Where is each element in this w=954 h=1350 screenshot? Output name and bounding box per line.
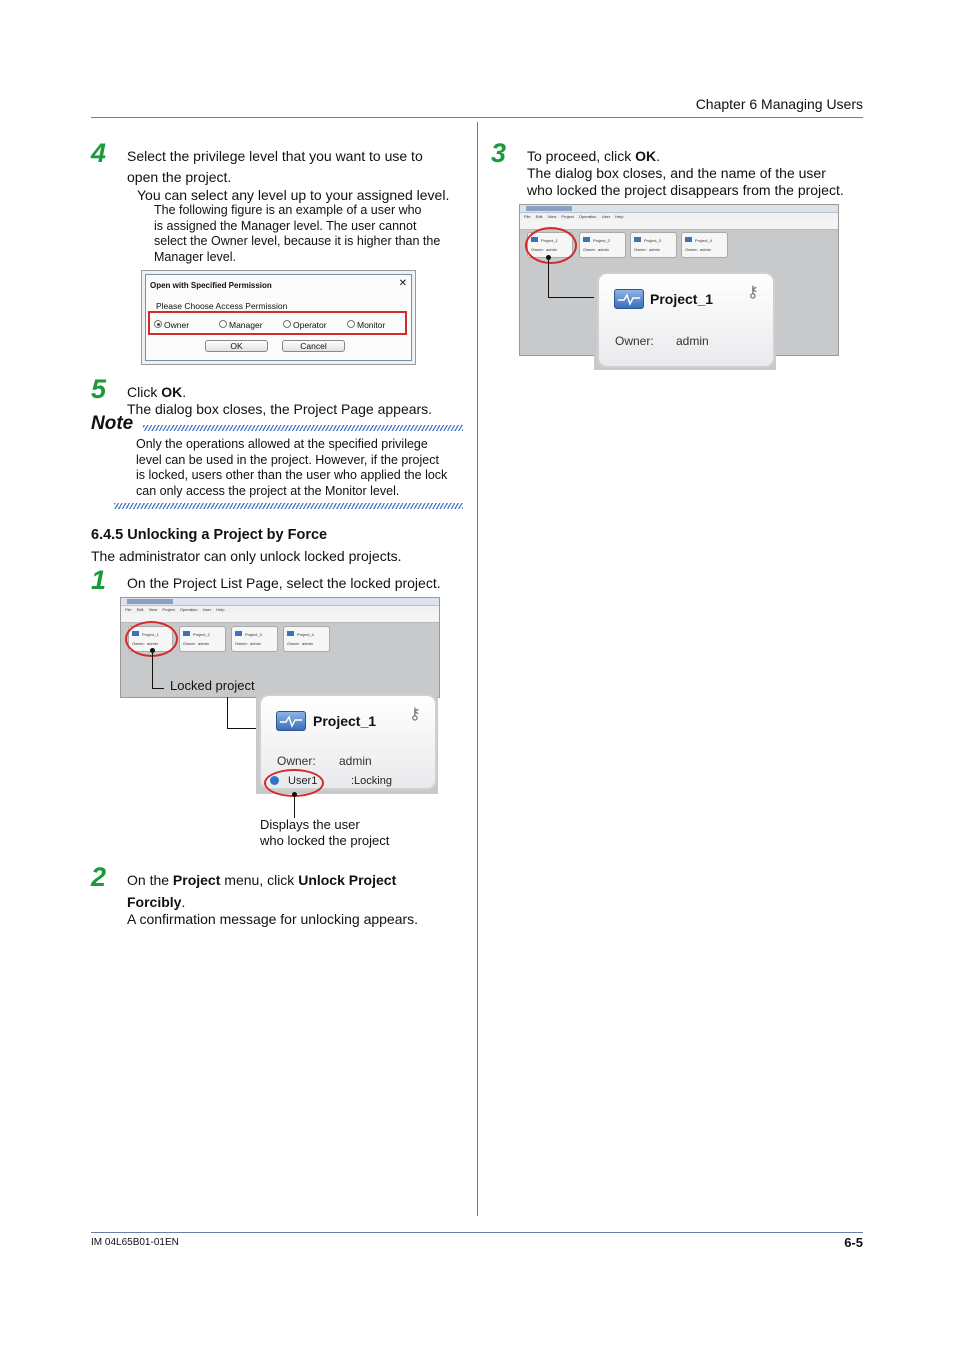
section-title: 6.4.5 Unlocking a Project by Force: [91, 527, 328, 543]
callout-line: [548, 297, 594, 298]
project-icon: [634, 237, 641, 242]
project-card-2[interactable]: Project_2 Owner: admin: [579, 232, 626, 258]
highlight-box: [148, 311, 407, 335]
callout-line: [294, 794, 295, 818]
zoom-owner-value: admin: [339, 754, 372, 768]
option-operator-label: Operator: [293, 320, 327, 330]
footer-rule: [91, 1232, 863, 1233]
ok-button[interactable]: OK: [205, 340, 268, 352]
callout-line: [227, 728, 257, 729]
project-icon: [183, 631, 190, 636]
project-card-4[interactable]: Project_4 Owner: admin: [283, 626, 330, 652]
locked-project-label: Locked project: [170, 678, 255, 693]
zoom-owner-value: admin: [676, 334, 709, 348]
permission-dialog-screenshot: [141, 270, 416, 365]
option-monitor-label: Monitor: [357, 320, 386, 330]
chapter-header: Chapter 6 Managing Users: [695, 96, 863, 112]
zoom-owner-label: Owner:: [615, 334, 654, 348]
project-card-1[interactable]: Project_1 Owner: admin: [527, 232, 573, 258]
cancel-button[interactable]: Cancel: [282, 340, 345, 352]
section-intro: The administrator can only unlock locked projects.: [91, 548, 402, 564]
step-number-3: 3: [491, 138, 507, 168]
callout-line: [152, 650, 153, 688]
step-3-line1: To proceed, click OK.: [527, 148, 661, 164]
project-card-2[interactable]: Project_2 Owner: admin: [179, 626, 226, 652]
step-4-sub: You can select any level up to your assigned level.: [137, 187, 450, 203]
project-card-zoom-locked: [256, 692, 438, 794]
callout-line: [548, 257, 549, 297]
step-1-text: On the Project List Page, select the locked project.: [127, 575, 441, 591]
displays-user-label: Displays the user who locked the project: [260, 817, 390, 848]
project-icon: [287, 631, 294, 636]
step-number-4: 4: [91, 138, 107, 168]
window-titlebar: [121, 598, 439, 606]
permission-dialog: [145, 274, 412, 361]
waveform-icon: [277, 712, 305, 730]
project-card-1[interactable]: Project_1 Owner: admin: [128, 626, 173, 652]
project-monitor-icon: [276, 711, 306, 731]
menu-bar: File Edit View Project Operation User Help: [121, 606, 439, 613]
key-user-icon: ⚷: [747, 284, 759, 301]
step-2-line1: On the Project menu, click Unlock Project: [127, 872, 397, 888]
key-user-icon: ⚷: [409, 706, 421, 723]
step-4-line1: Select the privilege level that you want to use to: [127, 148, 423, 164]
project-icon: [685, 237, 692, 242]
note-body: Only the operations allowed at the specified privilege level can be used in the project. However, if the project is locked, users other than the user who applied the lock can only access the project at the Monitor level.: [136, 437, 448, 498]
callout-dot: [546, 255, 551, 260]
project-highlight: [525, 227, 577, 264]
step-number-5: 5: [91, 374, 107, 404]
callout-line: [227, 697, 228, 728]
locking-status: :Locking: [351, 775, 392, 787]
project-card-3[interactable]: Project_3 Owner: admin: [630, 232, 677, 258]
step-2-line3: A confirmation message for unlocking appears.: [127, 911, 419, 927]
callout-dot: [292, 792, 297, 797]
project-monitor-icon: [614, 289, 644, 309]
project-list-screenshot: [120, 597, 440, 698]
note-top-hatch: [143, 425, 463, 431]
header-rule: [91, 117, 863, 118]
step-2-line2: Forcibly.: [127, 894, 186, 910]
step-number-2: 2: [91, 862, 107, 892]
project-icon: [235, 631, 242, 636]
locking-user-name: User1: [288, 775, 318, 787]
column-divider: [477, 122, 478, 1216]
toolbar: [121, 613, 439, 623]
step-number-1: 1: [91, 565, 107, 595]
step-5-line2: The dialog box closes, the Project Page appears.: [127, 401, 433, 417]
window-titlebar: [520, 205, 838, 213]
step-3-line2: The dialog box closes, and the name of the user: [527, 165, 826, 181]
note-title: Note: [91, 413, 134, 434]
option-manager-label: Manager: [229, 320, 263, 330]
document-id: IM 04L65B01-01EN: [91, 1237, 179, 1248]
zoom-project-name: Project_1: [650, 291, 714, 307]
callout-dot: [150, 648, 155, 653]
page-number: 6-5: [844, 1235, 863, 1250]
zoom-owner-label: Owner:: [277, 754, 316, 768]
step-4-example: The following figure is an example of a user who is assigned the Manager level. The user cannot select the Owner level, because it is higher than the Manager level.: [154, 203, 441, 264]
waveform-icon: [615, 290, 643, 308]
menu-bar: File Edit View Project Operation User Help: [520, 213, 838, 220]
dialog-prompt: Please Choose Access Permission: [156, 301, 288, 311]
dialog-title: Open with Specified Permission: [150, 281, 272, 290]
project-card-4[interactable]: Project_4 Owner: admin: [681, 232, 728, 258]
project-card-3[interactable]: Project_3 Owner: admin: [231, 626, 278, 652]
toolbar: [520, 220, 838, 230]
option-owner-label: Owner: [164, 320, 190, 330]
project-card-zoom-unlocked: [594, 270, 776, 370]
step-3-line3: who locked the project disappears from the project.: [527, 182, 844, 198]
callout-line: [152, 688, 164, 689]
note-bottom-hatch: [114, 503, 463, 509]
close-icon[interactable]: ✕: [398, 278, 407, 289]
step-5-line1: Click OK.: [127, 384, 187, 400]
step-4-line2: open the project.: [127, 169, 232, 185]
zoom-project-name: Project_1: [313, 713, 377, 729]
project-icon: [583, 237, 590, 242]
